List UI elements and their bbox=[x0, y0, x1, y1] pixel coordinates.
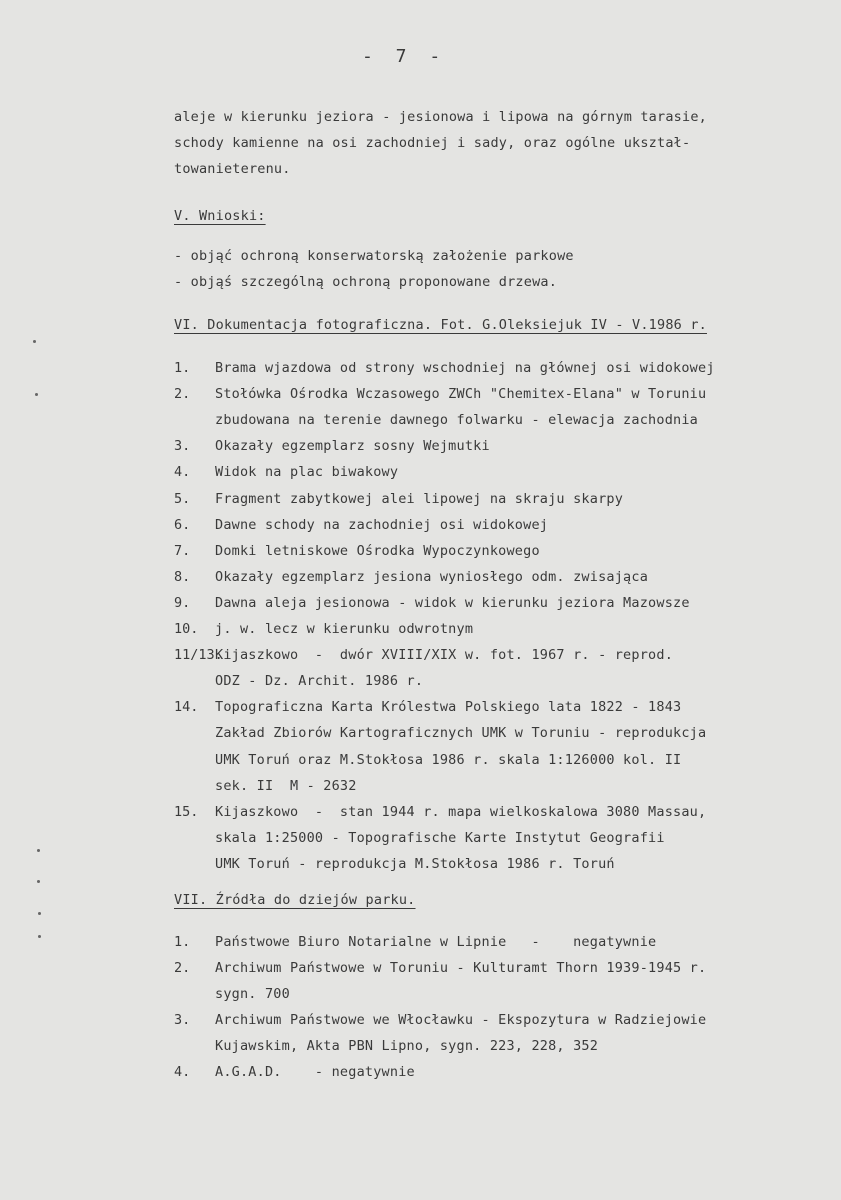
list-item-number: 1. bbox=[174, 360, 191, 376]
list-item-number: 1. bbox=[174, 934, 191, 950]
list-item-text: Archiwum Państwowe we Włocławku - Ekspozytura w Radziejowie bbox=[215, 1012, 707, 1028]
list-item-text: Okazały egzemplarz sosny Wejmutki bbox=[215, 438, 490, 455]
margin-mark bbox=[33, 340, 36, 343]
list-item-text: Widok na plac biwakowy bbox=[215, 464, 399, 481]
intro-line: aleje w kierunku jeziora - jesionowa i lipowa na górnym tarasie, bbox=[174, 109, 707, 125]
section-vi-heading: VI. Dokumentacja fotograficzna. Fot. G.Oleksiejuk IV - V.1986 r. bbox=[174, 317, 707, 333]
list-item-text: Brama wjazdowa od strony wschodniej na głównej osi widokowej bbox=[215, 360, 715, 376]
list-item-text: Kijaszkowo - dwór XVIII/XIX w. fot. 1967 r. - reprod. bbox=[215, 647, 674, 664]
margin-mark bbox=[38, 912, 41, 915]
list-item-text: Archiwum Państwowe w Toruniu - Kulturamt Thorn 1939-1945 r. bbox=[215, 960, 707, 976]
list-item-text: Okazały egzemplarz jesiona wyniosłego odm. zwisająca bbox=[215, 568, 649, 585]
list-item-text: Topograficzna Karta Królestwa Polskiego lata 1822 - 1843 bbox=[215, 699, 682, 716]
list-item-number: 11/13. bbox=[174, 647, 223, 664]
list-item-number: 5. bbox=[174, 490, 191, 507]
list-item-text: Kijaszkowo - stan 1944 r. mapa wielkoskalowa 3080 Massau, bbox=[215, 803, 707, 820]
list-item-text: A.G.A.D. - negatywnie bbox=[215, 1064, 415, 1080]
list-item-number: 2. bbox=[174, 386, 191, 403]
list-item-number: 4. bbox=[174, 1064, 191, 1080]
conclusion-line: - objąć ochroną konserwatorską założenie parkowe bbox=[174, 248, 574, 264]
list-item-number: 2. bbox=[174, 960, 191, 976]
list-item-text: Fragment zabytkowej alei lipowej na skraju skarpy bbox=[215, 490, 624, 507]
list-item-text: sygn. 700 bbox=[215, 986, 290, 1002]
list-item-text: skala 1:25000 - Topografische Karte Instytut Geografii bbox=[215, 829, 665, 846]
section-v-heading: V. Wnioski: bbox=[174, 208, 266, 224]
list-item-number: 7. bbox=[174, 542, 191, 559]
list-item-text: Dawna aleja jesionowa - widok w kierunku jeziora Mazowsze bbox=[215, 594, 690, 611]
list-item-text: Stołówka Ośrodka Wczasowego ZWCh "Chemitex-Elana" w Toruniu bbox=[215, 386, 707, 403]
margin-mark bbox=[35, 393, 38, 396]
list-item-text: UMK Toruń oraz M.Stokłosa 1986 r. skala 1:126000 kol. II bbox=[215, 751, 682, 768]
list-item-text: j. w. lecz w kierunku odwrotnym bbox=[215, 621, 474, 637]
margin-mark bbox=[38, 935, 41, 938]
list-item-text: Zakład Zbiorów Kartograficznych UMK w Toruniu - reprodukcja bbox=[215, 725, 707, 742]
list-item-number: 14. bbox=[174, 699, 199, 716]
list-item-number: 6. bbox=[174, 516, 191, 533]
page-number: - 7 - bbox=[362, 46, 447, 67]
list-item-number: 15. bbox=[174, 803, 199, 820]
list-item-text: sek. II M - 2632 bbox=[215, 777, 357, 794]
list-item-number: 4. bbox=[174, 464, 191, 481]
list-item-number: 3. bbox=[174, 1012, 191, 1028]
section-vii-heading: VII. Źródła do dziejów parku. bbox=[174, 892, 416, 908]
list-item-text: UMK Toruń - reprodukcja M.Stokłosa 1986 r. Toruń bbox=[215, 855, 615, 872]
list-item-number: 8. bbox=[174, 568, 191, 585]
intro-line: schody kamienne na osi zachodniej i sady, oraz ogólne ukształ- bbox=[174, 135, 691, 151]
list-item-text: zbudowana na terenie dawnego folwarku - elewacja zachodnia bbox=[215, 412, 699, 429]
list-item-number: 3. bbox=[174, 438, 191, 455]
list-item-text: Kujawskim, Akta PBN Lipno, sygn. 223, 228, 352 bbox=[215, 1038, 599, 1054]
conclusion-line: - objąś szczególną ochroną proponowane drzewa. bbox=[174, 274, 558, 290]
list-item-number: 9. bbox=[174, 594, 191, 611]
list-item-text: Dawne schody na zachodniej osi widokowej bbox=[215, 516, 549, 533]
margin-mark bbox=[37, 880, 40, 883]
list-item-number: 10. bbox=[174, 621, 199, 637]
list-item-text: Państwowe Biuro Notarialne w Lipnie - negatywnie bbox=[215, 934, 657, 950]
list-item-text: ODZ - Dz. Archit. 1986 r. bbox=[215, 673, 424, 690]
list-item-text: Domki letniskowe Ośrodka Wypoczynkowego bbox=[215, 542, 540, 559]
margin-mark bbox=[37, 849, 40, 852]
intro-line: towanieterenu. bbox=[174, 161, 291, 177]
